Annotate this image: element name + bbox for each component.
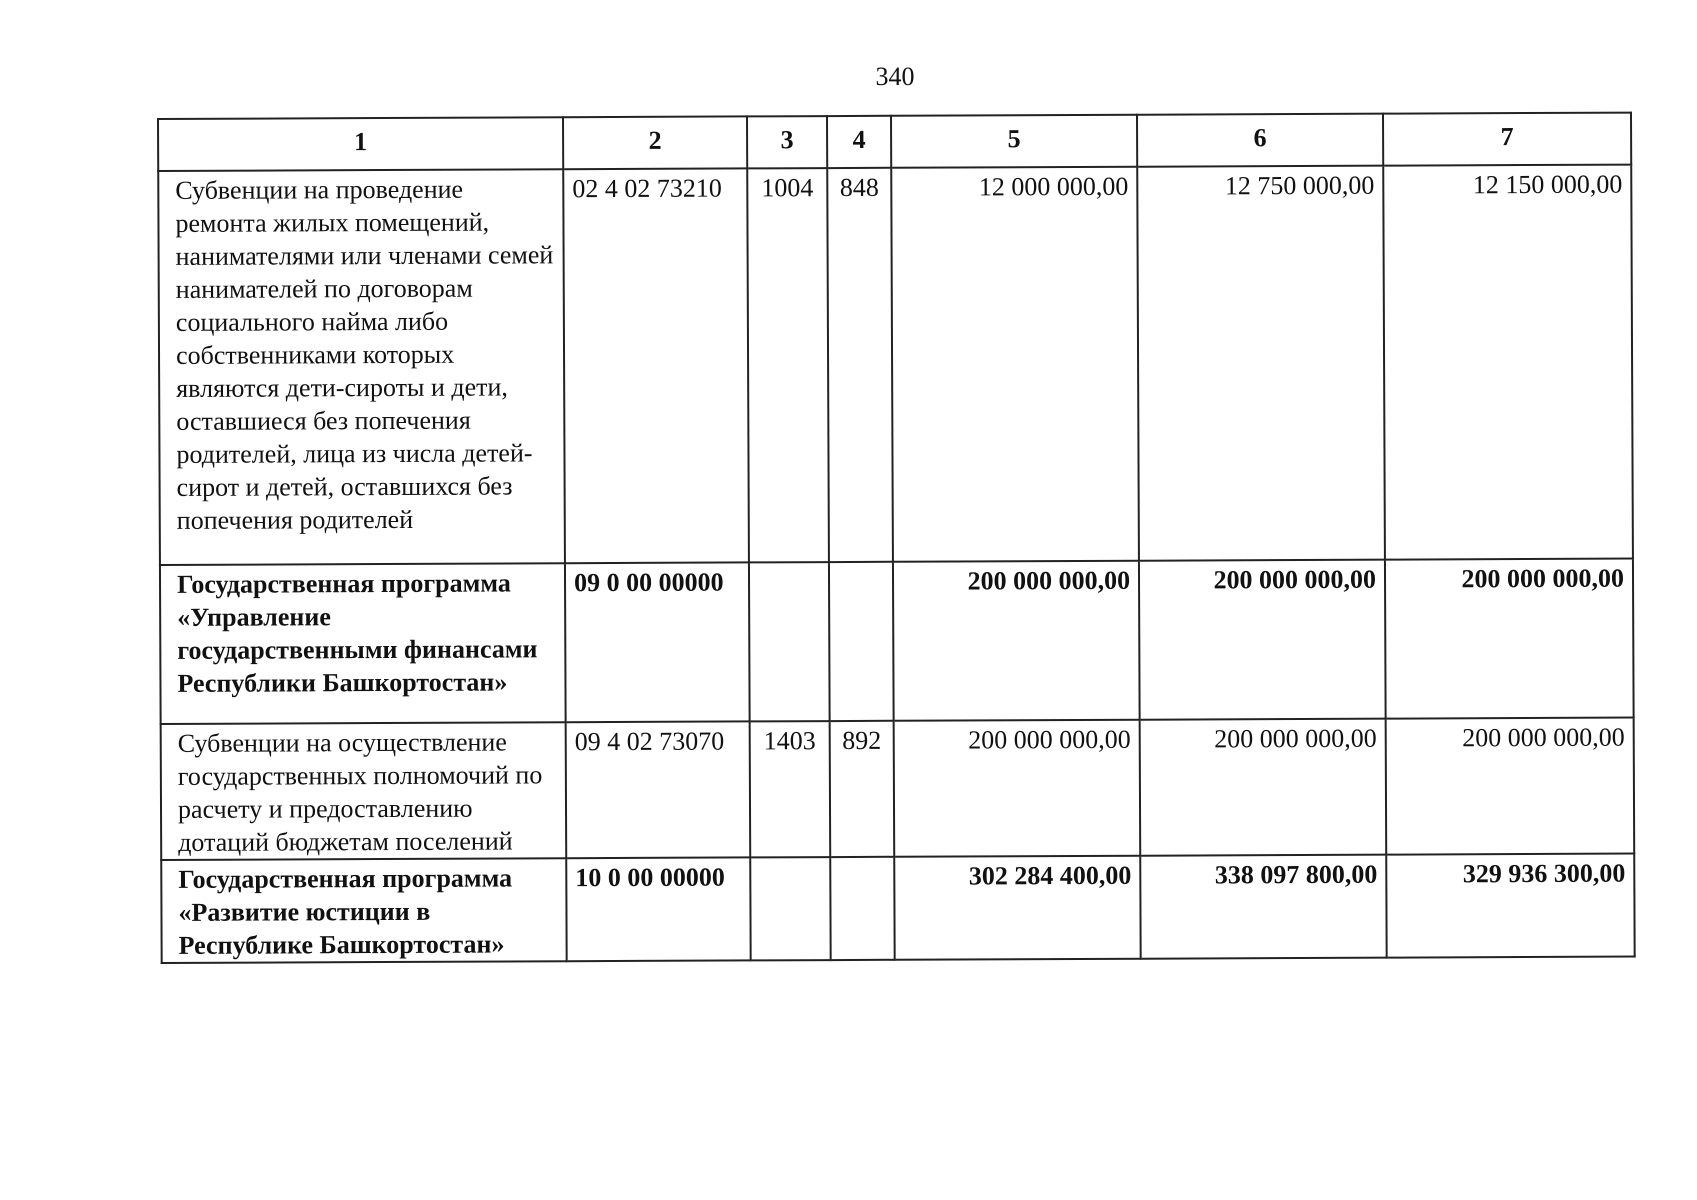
row-value-col5: 12 000 000,00 (891, 167, 1139, 562)
row-name: Государственная программа «Управление государственными финансами Республики Башкортостан» (160, 563, 566, 724)
header-col-1: 1 (158, 117, 563, 171)
table-row (161, 718, 1635, 860)
row-name: Субвенции на проведение ремонта жилых помещений, нанимателями или членами семей нанимателей по договорам социального найма либо собственниками которых являются дети-сироты и дети, оставшиеся без попечения родителей, лица из числа детей-сирот и детей, оставшихся без попечения родителей (158, 169, 565, 565)
row-value-col7: 200 000 000,00 (1386, 718, 1635, 855)
header-col-5: 5 (891, 115, 1137, 168)
row-code: 09 4 02 73070 (566, 721, 751, 858)
header-col-2: 2 (563, 116, 747, 169)
header-col-4: 4 (827, 116, 891, 168)
row-type: 848 (827, 168, 893, 562)
table-row (158, 165, 1633, 565)
row-section (750, 857, 830, 960)
table-row (160, 559, 1634, 724)
row-value-col6: 200 000 000,00 (1140, 719, 1387, 856)
table-row (161, 854, 1634, 963)
row-value-col5: 302 284 400,00 (894, 856, 1140, 960)
header-row (158, 113, 1631, 171)
row-value-col7: 200 000 000,00 (1385, 559, 1634, 719)
row-type (830, 857, 894, 960)
row-name: Субвенции на осуществление государственных полномочий по расчету и предоставлению дотаций бюджетам поселений (161, 722, 567, 860)
row-code: 02 4 02 73210 (563, 168, 749, 563)
row-type: 892 (830, 721, 895, 857)
row-section: 1004 (747, 168, 829, 562)
row-type (829, 562, 894, 721)
row-value-col6: 200 000 000,00 (1139, 560, 1386, 720)
row-code: 09 0 00 00000 (565, 562, 750, 722)
row-value-col6: 338 097 800,00 (1140, 855, 1386, 959)
row-value-col5: 200 000 000,00 (893, 561, 1140, 721)
header-col-3: 3 (747, 116, 827, 168)
budget-table (157, 112, 1636, 964)
row-section: 1403 (750, 721, 831, 857)
row-value-col5: 200 000 000,00 (894, 720, 1141, 857)
row-name: Государственная программа «Развитие юстиции в Республике Башкортостан» (161, 858, 566, 963)
row-value-col6: 12 750 000,00 (1137, 166, 1385, 561)
header-col-6: 6 (1137, 114, 1383, 167)
row-section (749, 562, 830, 721)
page-number: 340 (875, 62, 915, 91)
row-value-col7: 329 936 300,00 (1386, 854, 1634, 958)
row-value-col7: 12 150 000,00 (1383, 165, 1633, 560)
budget-table-container (157, 112, 1634, 964)
header-col-7: 7 (1383, 113, 1631, 166)
row-code: 10 0 00 00000 (566, 857, 750, 961)
